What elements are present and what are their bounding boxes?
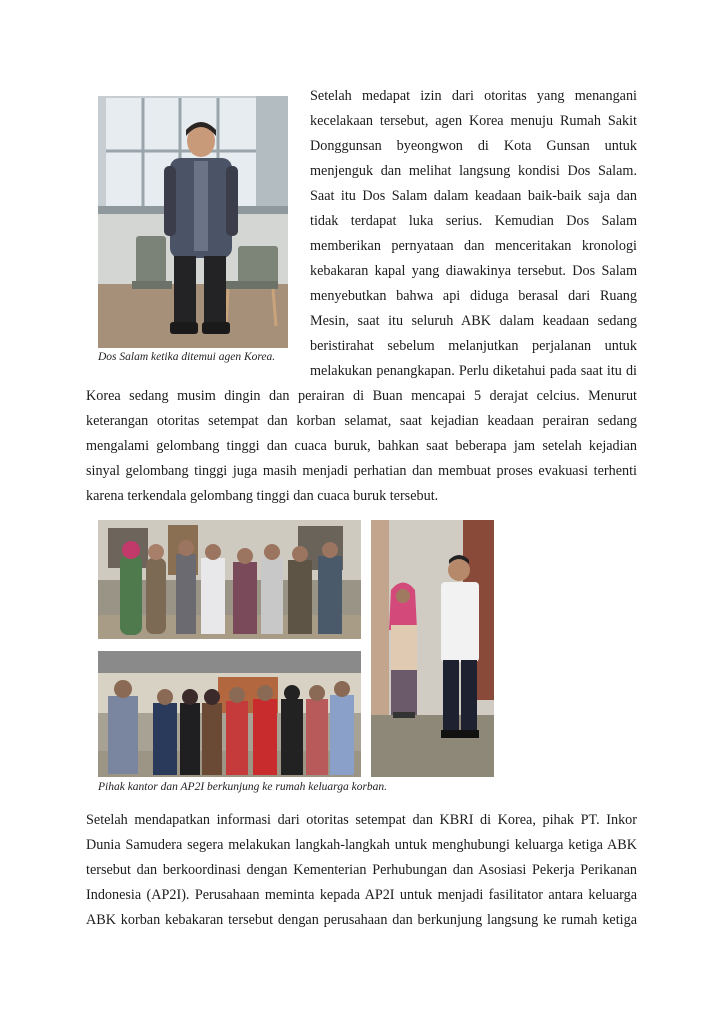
paragraph-line: Donggunsan byeongwon di Kota Gunsan untuk	[310, 138, 637, 154]
paragraph-line: tidak terdapat luka serius. Kemudian Dos Salam	[310, 213, 637, 229]
paragraph-line: Dunia Samudera segera melakukan langkah-langkah untuk menghubungi keluarga ketiga ABK	[86, 837, 637, 853]
paragraph-line: Setelah medapat izin dari otoritas yang menangani	[310, 88, 637, 104]
paragraph-line: Indonesia (AP2I). Perusahaan meminta kepada AP2I untuk menjadi fasilitator antara keluarga	[86, 887, 637, 903]
paragraph-line: mengalami gelombang tinggi dan cuaca buruk, bahkan saat beberapa jam setelah kejadian	[86, 438, 637, 454]
paragraph-line: kebakaran kapal yang diawakinya tersebut. Dos Salam	[310, 263, 637, 279]
paragraph-line: beristirahat sebelum melanjutkan perjalanan untuk	[310, 338, 637, 354]
paragraph-line: Saat itu Dos Salam dalam keadaan baik-baik saja dan	[310, 188, 637, 204]
paragraph-line: Setelah mendapatkan informasi dari otoritas setempat dan KBRI di Korea, pihak PT. Inkor	[86, 812, 637, 828]
photo-dos-salam	[98, 96, 288, 348]
paragraph-line: Mesin, saat itu seluruh ABK dalam keadaan sedang	[310, 313, 637, 329]
paragraph-line: menjenguk dan melihat langsung kondisi Dos Salam.	[310, 163, 637, 179]
photo-group-house	[98, 520, 361, 639]
photo-two-people	[371, 520, 494, 777]
paragraph-line: menyebutkan bahwa api diduga berasal dari Ruang	[310, 288, 637, 304]
paragraph-line: ABK korban kebakaran tersebut dengan perusahaan dan berkunjung langsung ke rumah ketiga	[86, 912, 637, 928]
photo-group-building	[98, 651, 361, 777]
paragraph-line: karena terkendala gelombang tinggi dan cuaca buruk tersebut.	[86, 488, 439, 504]
paragraph-line: melakukan penangkapan. Perlu diketahui pada saat itu di	[310, 363, 637, 379]
caption-visit: Pihak kantor dan AP2I berkunjung ke rumah keluarga korban.	[98, 781, 388, 793]
paragraph-line: keterangan otoritas setempat dan korban selamat, saat kejadian keadaan perairan sedang	[86, 413, 637, 429]
paragraph-line: Korea sedang musim dingin dan perairan di Buan mencapai 5 derajat celcius. Menurut	[86, 388, 637, 404]
caption-dos-salam: Dos Salam ketika ditemui agen Korea.	[98, 351, 276, 363]
paragraph-line: kecelakaan tersebut, agen Korea menuju Rumah Sakit	[310, 113, 637, 129]
paragraph-line: sinyal gelombang tinggi juga masih menjadi perhatian dan membuat proses evakuasi terhenti	[86, 463, 637, 479]
paragraph-line: memberikan pernyataan dan menceritakan kronologi	[310, 238, 637, 254]
paragraph-line: tersebut dan berkoordinasi dengan Kementerian Perhubungan dan Asosiasi Pekerja Perikanan	[86, 862, 637, 878]
